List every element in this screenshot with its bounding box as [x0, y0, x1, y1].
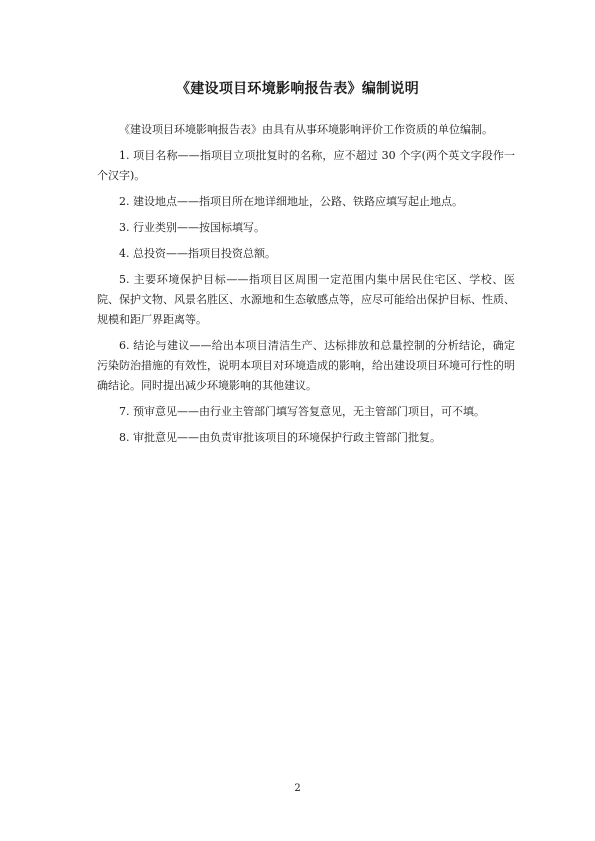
paragraph-project-name: 1. 项目名称——指项目立项批复时的名称，应不超过 30 个字(两个英文字段作一个汉字)。	[97, 149, 515, 182]
paragraph-conclusions: 6. 结论与建议——给出本项目清洁生产、达标排放和总量控制的分析结论，确定污染防治措施的有效性，说明本项目对环境造成的影响，给出建设项目环境可行性的明确结论。同时提出减少环境影响的其他建议。	[97, 339, 515, 392]
document-body	[97, 120, 515, 454]
page-number: 2	[294, 783, 301, 794]
paragraph-construction-site: 2. 建设地点——指项目所在地详细地址，公路、铁路应填写起止地点。	[119, 195, 463, 208]
paragraph-protection-targets: 5. 主要环境保护目标——指项目区周围一定范围内集中居民住宅区、学校、医院、保护文物、风景名胜区、水源地和生态敏感点等，应尽可能给出保护目标、性质、规模和距厂界距离等。	[97, 273, 515, 326]
paragraph-pre-review: 7. 预审意见——由行业主管部门填写答复意见，无主管部门项目，可不填。	[119, 405, 485, 418]
paragraph-total-investment: 4. 总投资——指项目投资总额。	[119, 247, 276, 260]
paragraph-industry-category: 3. 行业类别——按国标填写。	[119, 221, 265, 234]
paragraph-intro: 《建设项目环境影响报告表》由具有从事环境影响评价工作资质的单位编制。	[119, 123, 493, 136]
document-title: 《建设项目环境影响报告表》编制说明	[175, 81, 420, 97]
paragraph-approval: 8. 审批意见——由负责审批该项目的环境保护行政主管部门批复。	[119, 431, 441, 444]
